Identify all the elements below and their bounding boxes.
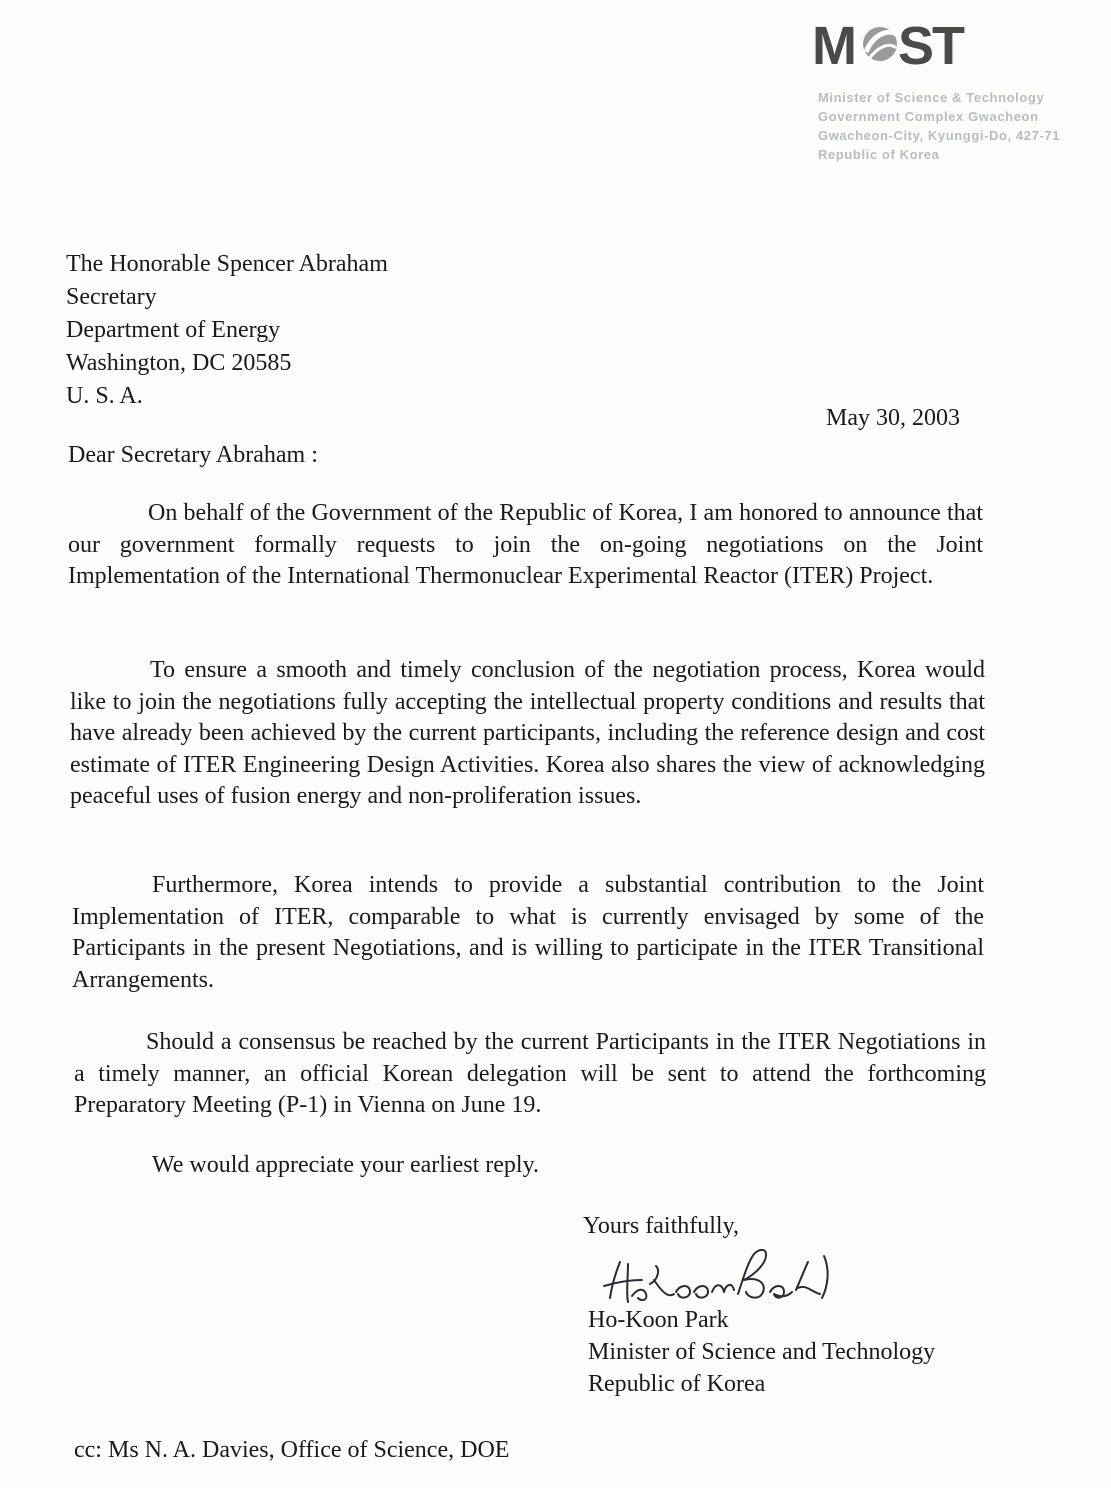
body-paragraph: Should a consensus be reached by the current Participants in the ITER Negotiations in a timely manner, an official Korean delegation will be sent to attend the forthcoming Preparatory Meeting (P-1) in Vienna on June 19.	[74, 1029, 986, 1118]
most-logo	[812, 12, 972, 74]
recipient-line: Washington, DC 20585	[66, 350, 292, 376]
signer-org: Republic of Korea	[588, 1371, 766, 1397]
signer-name: Ho-Koon Park	[588, 1307, 729, 1333]
letter-date: May 30, 2003	[826, 405, 960, 431]
closing: Yours faithfully,	[583, 1213, 740, 1239]
signer-block	[588, 1304, 935, 1400]
salutation: Dear Secretary Abraham :	[68, 442, 318, 468]
svg-text:ST: ST	[898, 16, 964, 74]
letterhead-address	[818, 88, 1108, 164]
body-paragraph: On behalf of the Government of the Republic of Korea, I am honored to announce that our government formally requests to join the on-going negotiations on the Joint Implementation of the International Thermonuclear Experimental Reactor (ITER) Project.	[68, 500, 983, 589]
body-paragraph: Furthermore, Korea intends to provide a substantial contribution to the Joint Implementation of ITER, comparable to what is currently envisaged by some of the Participants in the present Negotiations, and is willing to participate in the ITER Transitional Arrangements.	[72, 872, 984, 993]
body-paragraph: We would appreciate your earliest reply.	[152, 1152, 540, 1178]
recipient-line: Secretary	[66, 284, 157, 310]
svg-text:M: M	[812, 16, 855, 74]
letterhead-line: Gwacheon-City, Kyunggi-Do, 427-71	[818, 128, 1061, 143]
signer-title: Minister of Science and Technology	[588, 1339, 936, 1365]
letterhead-line: Republic of Korea	[818, 147, 940, 162]
cc-line: cc: Ms N. A. Davies, Office of Science, DOE	[74, 1437, 510, 1463]
recipient-line: The Honorable Spencer Abraham	[66, 251, 388, 277]
body-paragraph: To ensure a smooth and timely conclusion of the negotiation process, Korea would like to join the negotiations fully accepting the intellectual property conditions and results that have already been achieved by the current participants, including the reference design and cost estimate of ITER Engineering Design Activities. Korea also shares the view of acknowledging peaceful uses of fusion energy and non-proliferation issues.	[70, 657, 985, 809]
recipient-line: Department of Energy	[66, 317, 281, 343]
recipient-address	[66, 248, 388, 413]
recipient-line: U. S. A.	[66, 383, 143, 409]
letterhead-line: Government Complex Gwacheon	[818, 109, 1039, 124]
letterhead-line: Minister of Science & Technology	[818, 90, 1045, 105]
